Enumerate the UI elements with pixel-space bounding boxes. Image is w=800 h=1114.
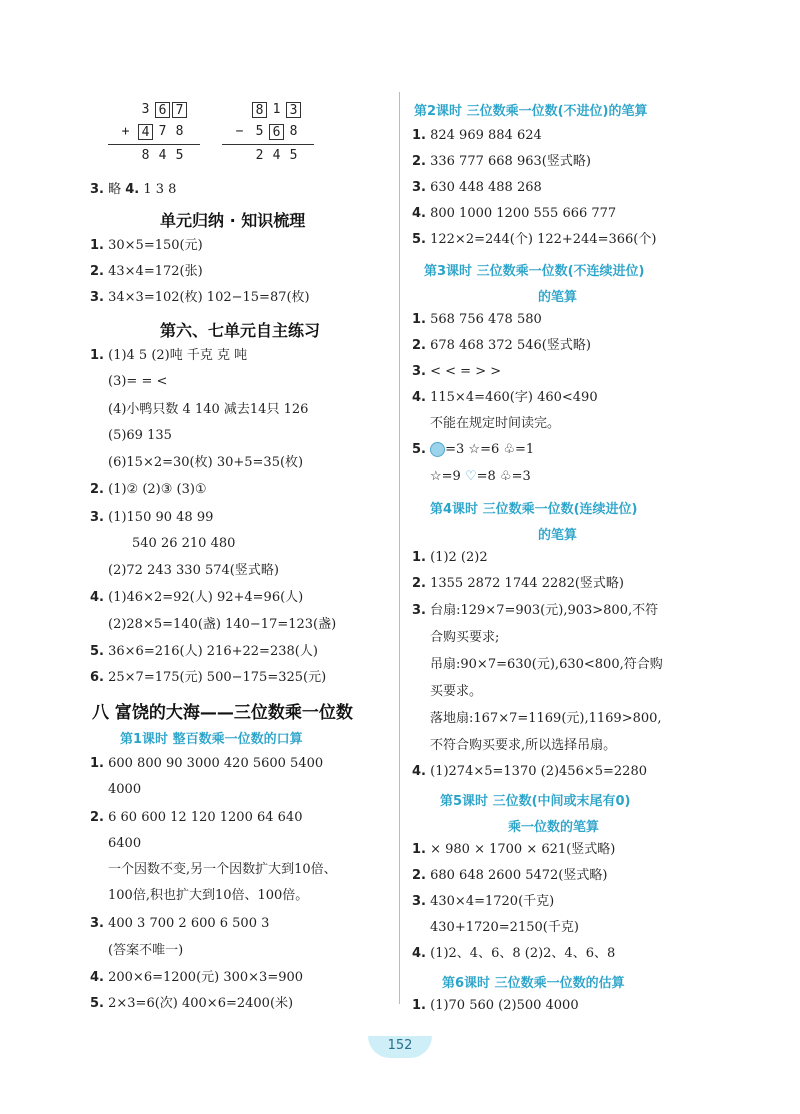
star-icon: ☆ (430, 469, 442, 484)
vertical-calc-addition (108, 102, 208, 164)
answer-line: 3. 略 4. 1 3 8 (90, 182, 177, 197)
calc-digit: 8 (141, 148, 150, 163)
answer-line: 4. 200×6=1200(元) 300×3=900 (90, 970, 304, 985)
section-heading-unit-summary: 单元归纳 · 知识梳理 (160, 211, 306, 230)
club-icon: ♧ (503, 442, 516, 457)
page-number: 152 (368, 1036, 432, 1058)
calc-digit-box: 7 (172, 102, 187, 118)
answer-line: (4)小鸭只数 4 140 减去14只 126 (108, 402, 309, 417)
answer-line: 4. (1)274×5=1370 (2)456×5=2280 (412, 764, 647, 779)
lesson-heading: 第5课时 三位数(中间或末尾有0) (440, 794, 631, 809)
section-heading-unit-6-7: 第六、七单元自主练习 (160, 321, 321, 340)
calc-digit: 7 (158, 124, 167, 139)
answer-line: 3. 630 448 488 268 (412, 180, 542, 195)
answer-line: 吊扇:90×7=630(元),630<800,符合购 (430, 657, 663, 672)
calc-digit-box: 3 (286, 102, 301, 118)
answer-line: 1. (1)4 5 (2)吨 千克 克 吨 (90, 348, 248, 363)
lesson-heading-cont: 乘一位数的笔算 (508, 820, 600, 835)
answer-line: 3. < < = > > (412, 364, 502, 379)
calc-digit-box: 8 (252, 102, 267, 118)
lesson-heading: 第2课时 三位数乘一位数(不进位)的笔算 (414, 104, 648, 119)
answer-line: 2. (1)② (2)③ (3)① (90, 482, 207, 497)
calc-digit-box: 6 (269, 124, 284, 140)
lesson-heading: 第6课时 三位数乘一位数的估算 (442, 976, 625, 991)
calc-digit-box: 4 (138, 124, 153, 140)
chapter-heading: 八 富饶的大海——三位数乘一位数 (92, 703, 353, 723)
answer-line: ☆=9 ♡=8 ♧=3 (430, 469, 531, 484)
lesson-heading: 第1课时 整百数乘一位数的口算 (120, 732, 303, 747)
answer-line: 2. 1355 2872 1744 2282(竖式略) (412, 576, 624, 591)
calc-operator: − (235, 124, 244, 139)
circle-icon (430, 442, 445, 457)
answer-line: (2)28×5=140(盏) 140−17=123(盏) (108, 617, 337, 632)
lesson-heading: 第3课时 三位数乘一位数(不连续进位) (424, 264, 645, 279)
calc-digit: 1 (272, 102, 281, 117)
answer-line: 买要求。 (430, 684, 483, 699)
answer-line: 5. 36×6=216(人) 216+22=238(人) (90, 644, 318, 659)
calc-digit: 3 (141, 102, 150, 117)
answer-line: 2. 336 777 668 963(竖式略) (412, 154, 591, 169)
answer-line: 5. =3 ☆=6 ♧=1 (412, 442, 535, 457)
calc-digit: 8 (289, 124, 298, 139)
lesson-heading-cont: 的笔算 (538, 528, 578, 543)
heart-icon: ♡ (464, 469, 477, 484)
answer-line: 1. × 980 × 1700 × 621(竖式略) (412, 842, 616, 857)
calc-digit: 4 (158, 148, 167, 163)
answer-line: 不能在规定时间读完。 (430, 416, 561, 431)
answer-line: 3. (1)150 90 48 99 (90, 510, 214, 525)
calc-digit-box: 6 (155, 102, 170, 118)
calc-digit: 5 (255, 124, 264, 139)
answer-line: 4000 (108, 782, 142, 797)
star-icon: ☆ (468, 442, 481, 457)
answer-line: 1. (1)70 560 (2)500 4000 (412, 998, 579, 1013)
answer-line: (5)69 135 (108, 428, 172, 443)
lesson-heading: 第4课时 三位数乘一位数(连续进位) (430, 502, 638, 517)
answer-line: 落地扇:167×7=1169(元),1169>800, (430, 711, 662, 726)
vertical-calc-subtraction (222, 102, 322, 164)
answer-line: 540 26 210 480 (132, 536, 236, 551)
answer-line: 1. 568 756 478 580 (412, 312, 542, 327)
calc-rule (222, 144, 314, 145)
calc-digit: 5 (175, 148, 184, 163)
answer-line: 不符合购买要求,所以选择吊扇。 (430, 738, 617, 753)
answer-line: (答案不唯一) (108, 943, 184, 958)
answer-line: 2. 680 648 2600 5472(竖式略) (412, 868, 608, 883)
calc-digit: 8 (175, 124, 184, 139)
answer-line: 430+1720=2150(千克) (430, 920, 579, 935)
answer-line: (6)15×2=30(枚) 30+5=35(枚) (108, 455, 304, 470)
answer-line: 4. 800 1000 1200 555 666 777 (412, 206, 617, 221)
answer-line: 6. 25×7=175(元) 500−175=325(元) (90, 670, 327, 685)
answer-line: 5. 2×3=6(次) 400×6=2400(米) (90, 996, 294, 1011)
answer-line: 合购买要求; (430, 630, 500, 645)
calc-digit: 4 (272, 148, 281, 163)
column-divider (399, 92, 400, 1004)
calc-operator: + (121, 124, 130, 139)
club-icon: ♧ (499, 469, 512, 484)
answer-line: 4. (1)2、4、6、8 (2)2、4、6、8 (412, 946, 616, 961)
answer-line: 1. 30×5=150(元) (90, 238, 203, 253)
answer-line: (3)= = < (108, 374, 168, 389)
answer-line: 3. 400 3 700 2 600 6 500 3 (90, 916, 270, 931)
calc-digit: 5 (289, 148, 298, 163)
calc-rule (108, 144, 200, 145)
answer-line: 一个因数不变,另一个因数扩大到10倍、 (108, 862, 337, 877)
answer-line: (2)72 243 330 574(竖式略) (108, 563, 279, 578)
answer-line: 3. 台扇:129×7=903(元),903>800,不符 (412, 603, 659, 618)
answer-line: 3. 34×3=102(枚) 102−15=87(枚) (90, 290, 310, 305)
lesson-heading-cont: 的笔算 (538, 290, 578, 305)
answer-line: 100倍,积也扩大到10倍、100倍。 (108, 888, 309, 903)
answer-line: 2. 678 468 372 546(竖式略) (412, 338, 591, 353)
answer-line: 4. 115×4=460(字) 460<490 (412, 390, 598, 405)
answer-line: 1. 600 800 90 3000 420 5600 5400 (90, 756, 324, 771)
answer-line: 1. 824 969 884 624 (412, 128, 542, 143)
answer-line: 5. 122×2=244(个) 122+244=366(个) (412, 232, 657, 247)
answer-line: 2. 6 60 600 12 120 1200 64 640 (90, 810, 303, 825)
answer-line: 6400 (108, 836, 142, 851)
calc-digit: 2 (255, 148, 264, 163)
answer-line: 3. 430×4=1720(千克) (412, 894, 555, 909)
answer-line: 4. (1)46×2=92(人) 92+4=96(人) (90, 590, 304, 605)
answer-line: 1. (1)2 (2)2 (412, 550, 488, 565)
answer-line: 2. 43×4=172(张) (90, 264, 203, 279)
